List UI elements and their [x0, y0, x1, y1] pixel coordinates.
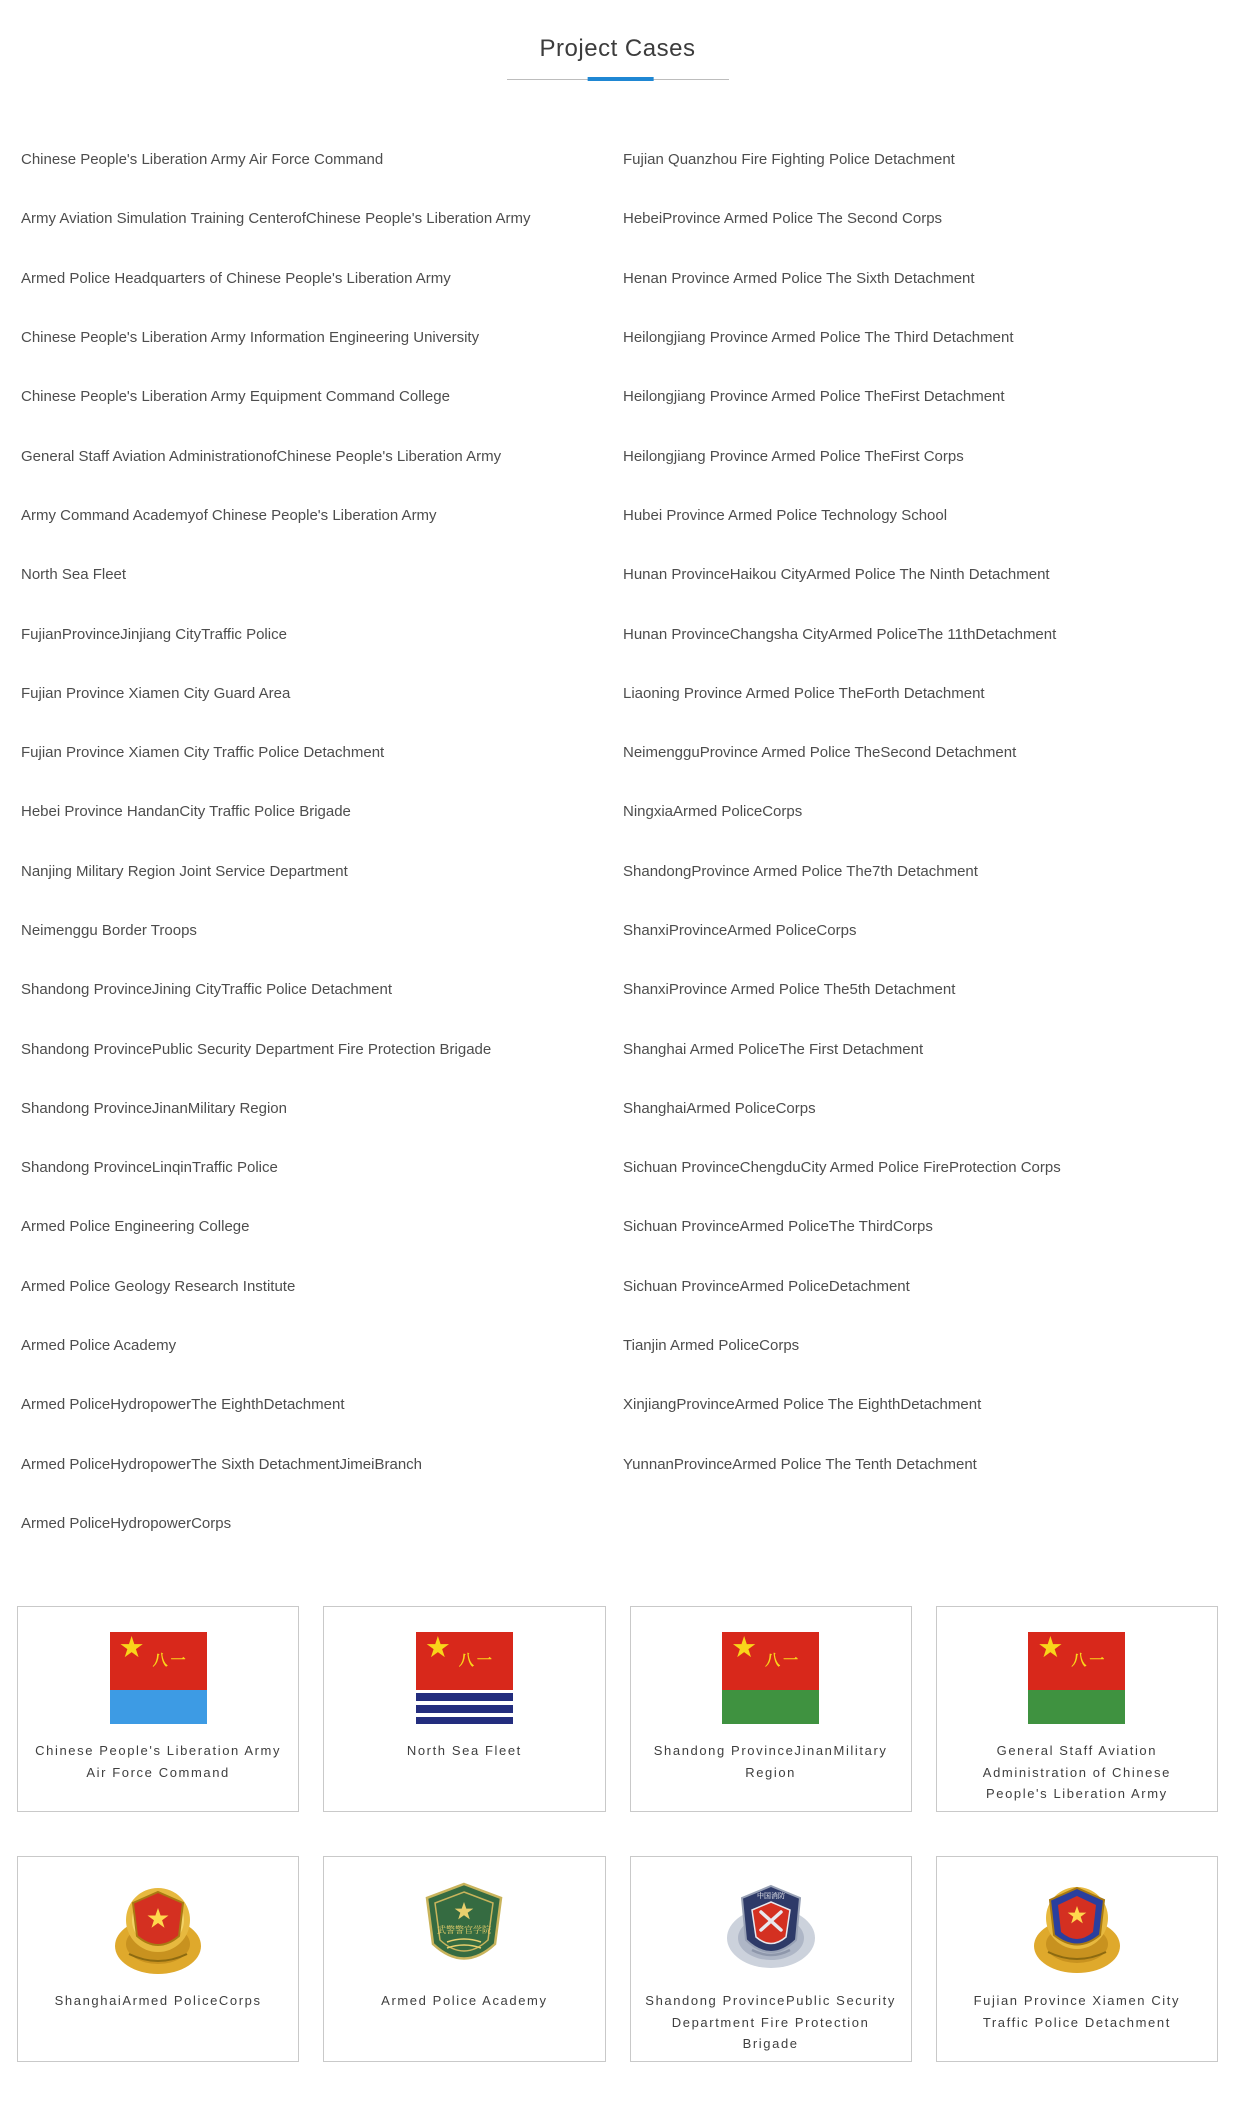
- case-list-item: Fujian Province Xiamen City Traffic Police Detachment: [21, 744, 385, 762]
- card-label: Armed Police Academy: [381, 1993, 548, 2009]
- card-armed-police-academy[interactable]: [323, 1856, 605, 2062]
- case-list-item: ShanxiProvinceArmed PoliceCorps: [623, 922, 857, 939]
- case-list: [0, 130, 1235, 1553]
- card-label: ShanghaiArmed PoliceCorps: [54, 1993, 262, 2009]
- flag-star-icon: ★: [1037, 1632, 1064, 1665]
- case-list-item: Shandong ProvinceJining CityTraffic Police Detachment: [21, 981, 393, 999]
- card-label: North Sea Fleet: [406, 1743, 522, 1759]
- case-list-item: Sichuan ProvinceChengduCity Armed Police FireProtection Corps: [623, 1159, 1061, 1177]
- case-list-right-column: [623, 130, 1235, 1553]
- card-air-force-command[interactable]: [17, 1606, 299, 1812]
- flag-star-icon: ★: [118, 1632, 145, 1665]
- card-shanghai-armed-police[interactable]: [17, 1856, 299, 2062]
- case-list-item: Sichuan ProvinceArmed PoliceDetachment: [623, 1277, 910, 1295]
- armed-police-shield-emblem-icon: [1032, 1880, 1122, 1977]
- case-list-item: General Staff Aviation AdministrationofChinese People's Liberation Army: [21, 447, 502, 465]
- case-list-item: FujianProvinceJinjiang CityTraffic Police: [21, 625, 287, 643]
- flag-star-icon: ★: [424, 1632, 451, 1665]
- pla-army-flag-icon: [722, 1632, 819, 1724]
- card-shandong-fire-brigade[interactable]: [630, 1856, 912, 2062]
- case-list-item: Shandong ProvincePublic Security Department Fire Protection Brigade: [21, 1040, 492, 1058]
- case-list-item: Fujian Province Xiamen City Guard Area: [21, 684, 291, 702]
- case-list-item: North Sea Fleet: [21, 566, 127, 584]
- case-cards-section: [0, 1606, 1235, 2124]
- flag-bayi-text: 八一: [765, 1652, 802, 1670]
- case-list-item: Chinese People's Liberation Army Air Force Command: [21, 151, 384, 169]
- flag-star-icon: ★: [731, 1632, 758, 1665]
- case-list-item: Armed Police Engineering College: [21, 1218, 250, 1236]
- card-label: Shandong ProvinceJinanMilitary Region: [653, 1743, 888, 1780]
- page-header: [0, 0, 1235, 82]
- page-title: Project Cases: [539, 35, 696, 62]
- case-list-left-column: [21, 130, 623, 1553]
- case-list-item: Heilongjiang Province Armed Police TheFirst Detachment: [623, 388, 1005, 406]
- flag-bayi-text: 八一: [458, 1652, 495, 1670]
- armed-police-gold-emblem-icon: [113, 1880, 203, 1977]
- case-list-item: Armed PoliceHydropowerThe EighthDetachment: [21, 1396, 345, 1414]
- case-list-item: Neimenggu Border Troops: [21, 922, 197, 939]
- pla-air-force-flag-icon: [110, 1632, 207, 1724]
- case-list-item: ShanxiProvince Armed Police The5th Detachment: [623, 981, 956, 999]
- fire-protection-badge-icon: [726, 1880, 816, 1977]
- case-list-item: Shandong ProvinceJinanMilitary Region: [21, 1099, 287, 1117]
- case-list-item: Armed PoliceHydropowerCorps: [21, 1514, 232, 1532]
- case-list-item: ShanghaiArmed PoliceCorps: [623, 1099, 816, 1117]
- card-label: Shandong ProvincePublic Security Department Fire Protection Brigade: [645, 1993, 896, 2052]
- card-north-sea-fleet[interactable]: [323, 1606, 605, 1812]
- card-general-staff-aviation[interactable]: [936, 1606, 1218, 1812]
- case-list-item: Heilongjiang Province Armed Police TheFirst Corps: [623, 447, 964, 465]
- case-list-item: Sichuan ProvinceArmed PoliceThe ThirdCorps: [623, 1218, 933, 1236]
- case-list-item: Chinese People's Liberation Army Information Engineering University: [21, 329, 480, 347]
- case-list-item: Hubei Province Armed Police Technology School: [623, 506, 948, 524]
- case-list-item: NeimengguProvince Armed Police TheSecond Detachment: [623, 744, 1017, 762]
- card-label: Fujian Province Xiamen City Traffic Police Detachment: [973, 1993, 1181, 2030]
- case-list-item: Fujian Quanzhou Fire Fighting Police Detachment: [623, 151, 955, 169]
- case-list-item: HebeiProvince Armed Police The Second Corps: [623, 210, 943, 228]
- case-list-item: Chinese People's Liberation Army Equipment Command College: [21, 388, 450, 406]
- case-list-item: Henan Province Armed Police The Sixth Detachment: [623, 269, 975, 287]
- case-list-item: XinjiangProvinceArmed Police The EighthDetachment: [623, 1396, 982, 1414]
- case-list-item: Armed PoliceHydropowerThe Sixth DetachmentJimeiBranch: [21, 1455, 423, 1473]
- case-list-item: Hunan ProvinceHaikou CityArmed Police The Ninth Detachment: [623, 566, 1050, 584]
- case-list-item: Army Command Academyof Chinese People's Liberation Army: [21, 506, 437, 524]
- case-list-item: Nanjing Military Region Joint Service Department: [21, 862, 348, 880]
- case-list-item: Heilongjiang Province Armed Police The Third Detachment: [623, 329, 1014, 347]
- case-list-item: YunnanProvinceArmed Police The Tenth Detachment: [623, 1455, 977, 1473]
- case-list-item: Armed Police Academy: [21, 1337, 177, 1355]
- case-list-item: Liaoning Province Armed Police TheForth Detachment: [623, 684, 985, 702]
- academy-crest-icon: [419, 1880, 509, 1977]
- cards-row-emblems: [17, 1856, 1218, 2062]
- card-label: Chinese People's Liberation Army Air Force Command: [35, 1743, 282, 1780]
- case-list-item: Shanghai Armed PoliceThe First Detachment: [623, 1040, 924, 1058]
- case-list-item: Armed Police Headquarters of Chinese People's Liberation Army: [21, 269, 451, 287]
- case-list-item: Hunan ProvinceChangsha CityArmed PoliceThe 11thDetachment: [623, 625, 1057, 643]
- card-label: General Staff Aviation Administration of Chinese People's Liberation Army: [982, 1743, 1171, 1802]
- flag-bayi-text: 八一: [1071, 1652, 1108, 1670]
- svg-text:中国消防: 中国消防: [756, 1892, 785, 1901]
- case-list-item: Tianjin Armed PoliceCorps: [623, 1337, 800, 1355]
- case-list-item: Army Aviation Simulation Training CenterofChinese People's Liberation Army: [21, 210, 531, 228]
- cards-row-flags: [17, 1606, 1218, 1812]
- flag-bayi-text: 八一: [152, 1652, 189, 1670]
- card-jinan-military-region[interactable]: [630, 1606, 912, 1812]
- pla-navy-flag-icon: [416, 1632, 513, 1724]
- case-list-item: Hebei Province HandanCity Traffic Police Brigade: [21, 803, 351, 821]
- underline-accent-bar: [587, 77, 653, 81]
- case-list-item: Armed Police Geology Research Institute: [21, 1277, 296, 1295]
- case-list-item: ShandongProvince Armed Police The7th Detachment: [623, 862, 978, 880]
- svg-text:武警警官学院: 武警警官学院: [437, 1926, 492, 1937]
- pla-army-flag-icon: [1028, 1632, 1125, 1724]
- title-underline: [507, 77, 729, 82]
- case-list-item: NingxiaArmed PoliceCorps: [623, 803, 803, 821]
- card-xiamen-traffic-police[interactable]: [936, 1856, 1218, 2062]
- case-list-item: Shandong ProvinceLinqinTraffic Police: [21, 1159, 278, 1177]
